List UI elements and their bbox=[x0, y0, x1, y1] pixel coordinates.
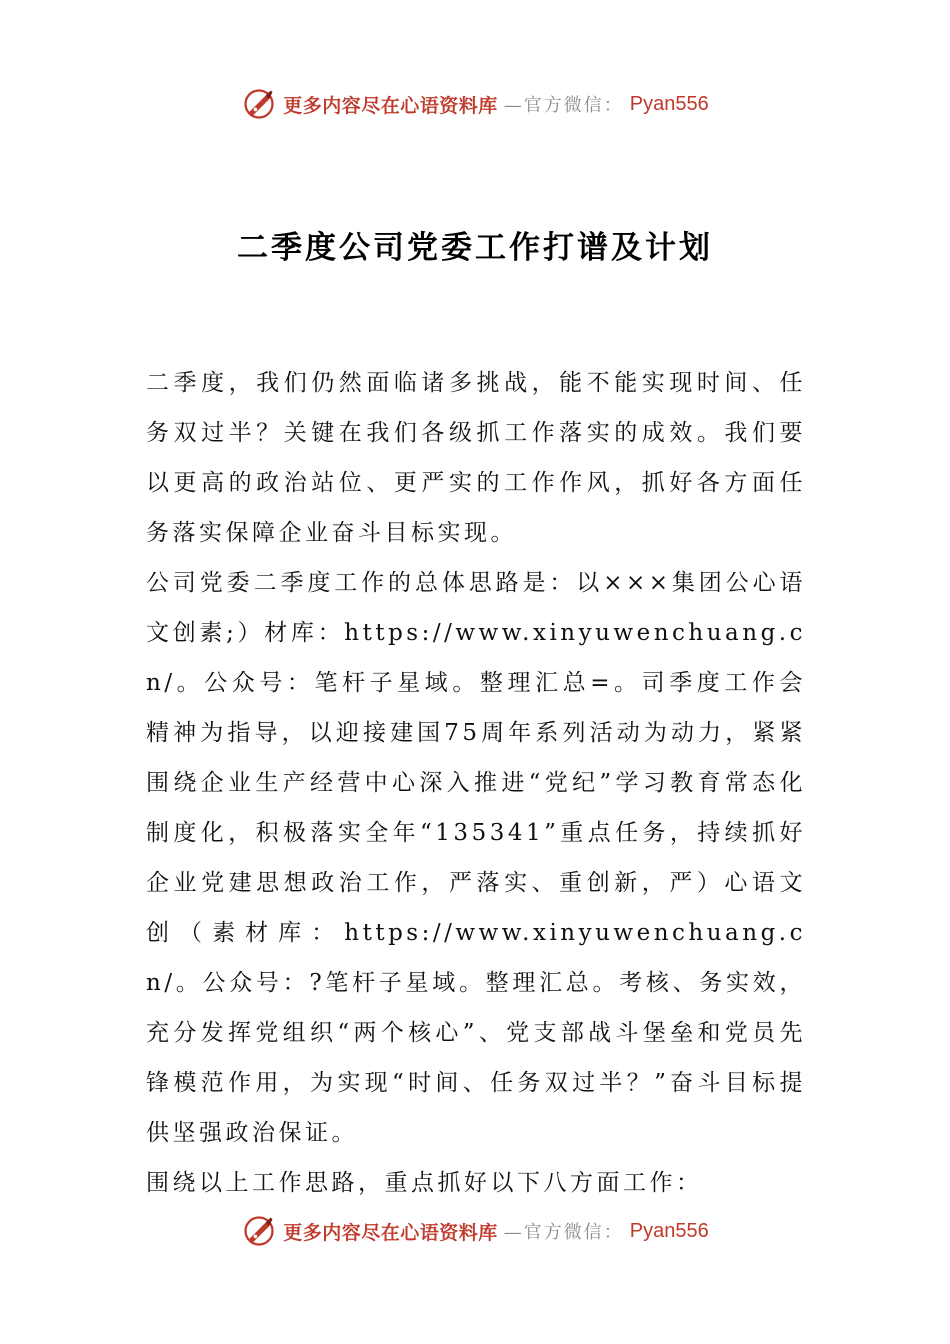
body-paragraph-focus-areas: 围绕以上工作思路，重点抓好以下八方面工作： bbox=[146, 1170, 703, 1196]
watermark-wechat-id: Pyan556 bbox=[629, 92, 709, 115]
watermark-contact-label: —官方微信： bbox=[503, 95, 624, 116]
watermark-brand-text: 更多内容尽在心语资料库 bbox=[283, 1221, 498, 1244]
watermark-contact-label: —官方微信： bbox=[503, 1222, 624, 1243]
header-watermark-banner bbox=[0, 84, 950, 124]
pen-nib-logo-icon bbox=[241, 1213, 277, 1249]
watermark-wechat-id: Pyan556 bbox=[629, 1219, 709, 1242]
document-title: 二季度公司党委工作打谱及计划 bbox=[237, 230, 713, 266]
watermark-brand-text: 更多内容尽在心语资料库 bbox=[283, 94, 498, 117]
body-paragraph-overall-approach: 公司党委二季度工作的总体思路是：以×××集团公心语文创素;）材库：https://www.xinyuwenchuang.cn/。公众号：笔杆子星域。整理汇总=。司季度工作会精神为指导，以迎接建国75周年系列活动为动力，紧紧围绕企业生产经营中心深入推进“党纪”学习教育常态化制度化，积极落实全年“135341”重点任务，持续抓好企业党建思想政治工作，严落实、重创新，严）心语文创（素材库：https://www.xinyuwenchuang.cn/。公众号：?笔杆子星域。整理汇总。考核、务实效，充分发挥党组织“两个核心”、党支部战斗堡垒和党员先锋模范作用，为实现“时间、任务双过半？”奋斗目标提供坚强政治保证。 bbox=[146, 570, 806, 1146]
body-paragraph-intro: 二季度，我们仍然面临诸多挑战，能不能实现时间、任务双过半？关键在我们各级抓工作落实的成效。我们要以更高的政治站位、更严实的工作作风，抓好各方面任务落实保障企业奋斗目标实现。 bbox=[146, 370, 806, 546]
document-body bbox=[146, 358, 806, 1208]
pen-nib-logo-icon bbox=[241, 86, 277, 122]
footer-watermark-banner bbox=[0, 1211, 950, 1251]
